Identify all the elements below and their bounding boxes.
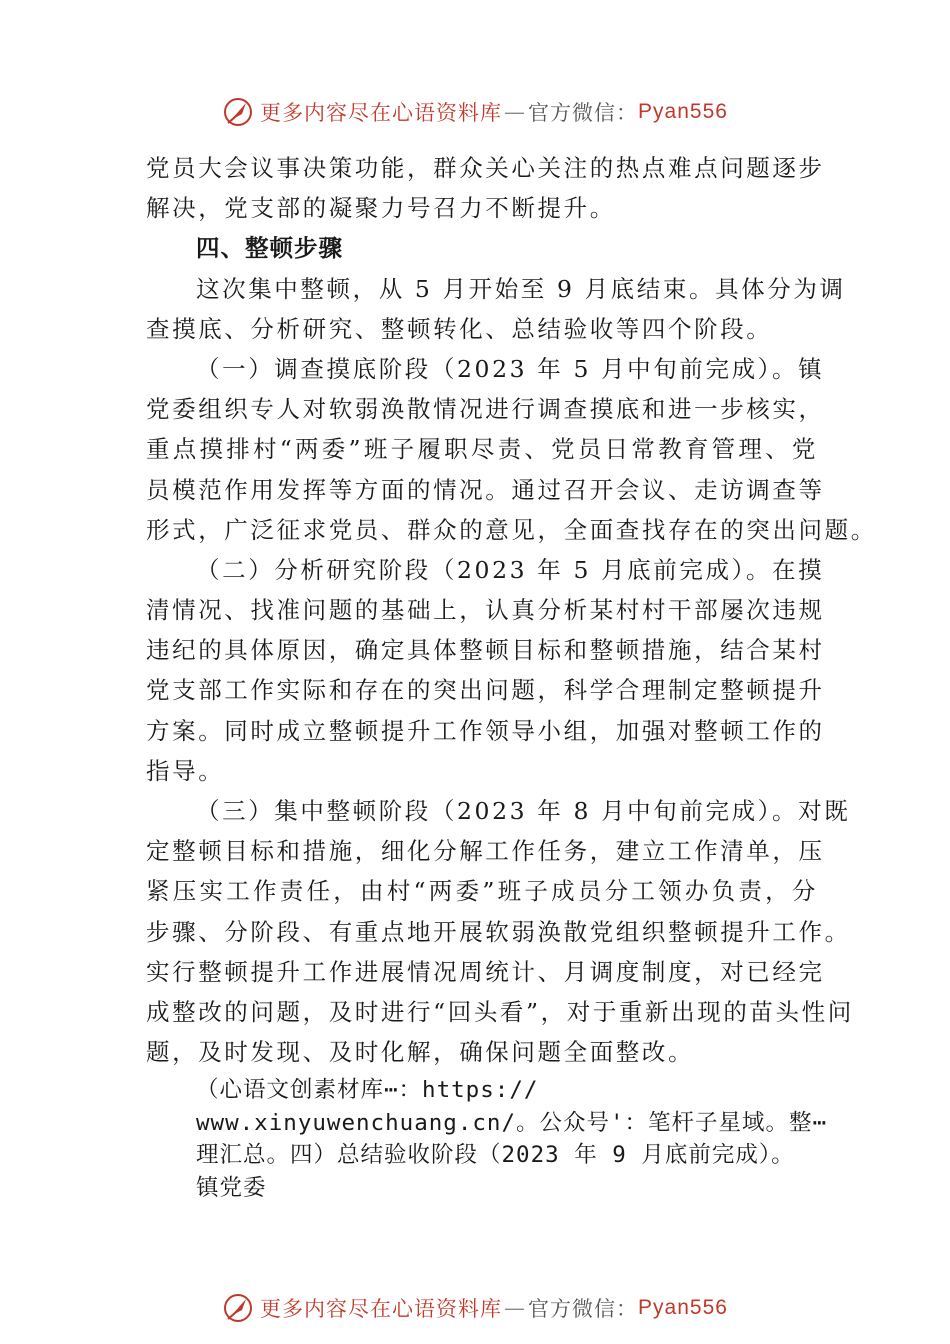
source-url-line: www.xinyuwenchuang.cn/。公众号'：笔杆子星域。整⋯ xyxy=(196,1109,828,1136)
text-line: 实行整顿提升工作进展情况周统计、月调度制度，对已经完 xyxy=(146,957,825,986)
text-line: 查摸底、分析研究、整顿转化、总结验收等四个阶段。 xyxy=(146,314,773,343)
header-watermark xyxy=(0,96,950,128)
quill-logo-icon xyxy=(222,96,254,128)
text-line: 违纪的具体原因，确定具体整顿目标和整顿措施，结合某村 xyxy=(146,636,825,665)
text-line: 党员大会议事决策功能，群众关心关注的热点难点问题逐步 xyxy=(146,154,825,182)
text-line: 清情况、找准问题的基础上，认真分析某村村干部屡次违规 xyxy=(146,596,825,625)
text-line: （三）集中整顿阶段（2023 年 8 月中旬前完成）。对既 xyxy=(196,797,851,825)
paragraph-intro xyxy=(146,148,825,228)
paragraph-overview xyxy=(146,269,846,349)
source-line: 理汇总。四）总结验收阶段（2023 年 9 月底前完成）。 xyxy=(196,1142,795,1169)
paragraph-stage-1 xyxy=(146,349,877,550)
quill-logo-icon xyxy=(222,1292,254,1324)
text-line: 指导。 xyxy=(146,756,225,785)
text-line: 方案。同时成立整顿提升工作领导小组，加强对整顿工作的 xyxy=(146,716,825,745)
paragraph-stage-2 xyxy=(146,550,825,791)
watermark-separator: — xyxy=(504,1296,527,1320)
source-line: （心语文创素材库⋯：https:// xyxy=(196,1077,539,1104)
source-note xyxy=(146,1074,826,1204)
watermark-brand: 更多内容尽在心语资料库 xyxy=(260,101,503,125)
text-line: 党支部工作实际和存在的突出问题，科学合理制定整顿提升 xyxy=(146,676,825,705)
text-line: 重点摸排村“两委”班子履职尽责、党员日常教育管理、党 xyxy=(146,435,818,464)
text-line: （二）分析研究阶段（2023 年 5 月底前完成）。在摸 xyxy=(196,555,825,584)
source-line: 镇党委 xyxy=(196,1174,267,1201)
text-line: 这次集中整顿，从 5 月开始至 9 月底结束。具体分为调 xyxy=(196,274,846,303)
watermark-separator: — xyxy=(504,100,527,124)
watermark-brand: 更多内容尽在心语资料库 xyxy=(260,1297,503,1321)
watermark-wechat-id: Pyan556 xyxy=(638,1296,728,1319)
text-line: 定整顿目标和措施，细化分解工作任务，建立工作清单，压 xyxy=(146,837,825,866)
watermark-label: 官方微信： xyxy=(528,1297,639,1321)
text-line: 步骤、分阶段、有重点地开展软弱涣散党组织整顿提升工作。 xyxy=(146,917,851,946)
text-line: 形式，广泛征求党员、群众的意见，全面查找存在的突出问题。 xyxy=(146,515,877,544)
paragraph-stage-3 xyxy=(146,791,854,1072)
watermark-label: 官方微信： xyxy=(528,101,639,125)
text-line: 党委组织专人对软弱涣散情况进行调查摸底和进一步核实， xyxy=(146,395,825,424)
footer-watermark xyxy=(0,1292,950,1324)
section-heading: 四、整顿步骤 xyxy=(196,234,343,263)
document-body xyxy=(146,148,877,1204)
text-line: 成整改的问题，及时进行“回头看”，对于重新出现的苗头性问 xyxy=(146,997,854,1026)
watermark-wechat-id: Pyan556 xyxy=(638,100,728,123)
text-line: 员模范作用发挥等方面的情况。通过召开会议、走访调查等 xyxy=(146,475,825,504)
text-line: 题，及时发现、及时化解，确保问题全面整改。 xyxy=(146,1038,695,1067)
text-line: 紧压实工作责任，由村“两委”班子成员分工领办负责，分 xyxy=(146,877,818,906)
text-line: 解决，党支部的凝聚力号召力不断提升。 xyxy=(146,194,616,223)
text-line: （一）调查摸底阶段（2023 年 5 月中旬前完成）。镇 xyxy=(196,354,825,383)
